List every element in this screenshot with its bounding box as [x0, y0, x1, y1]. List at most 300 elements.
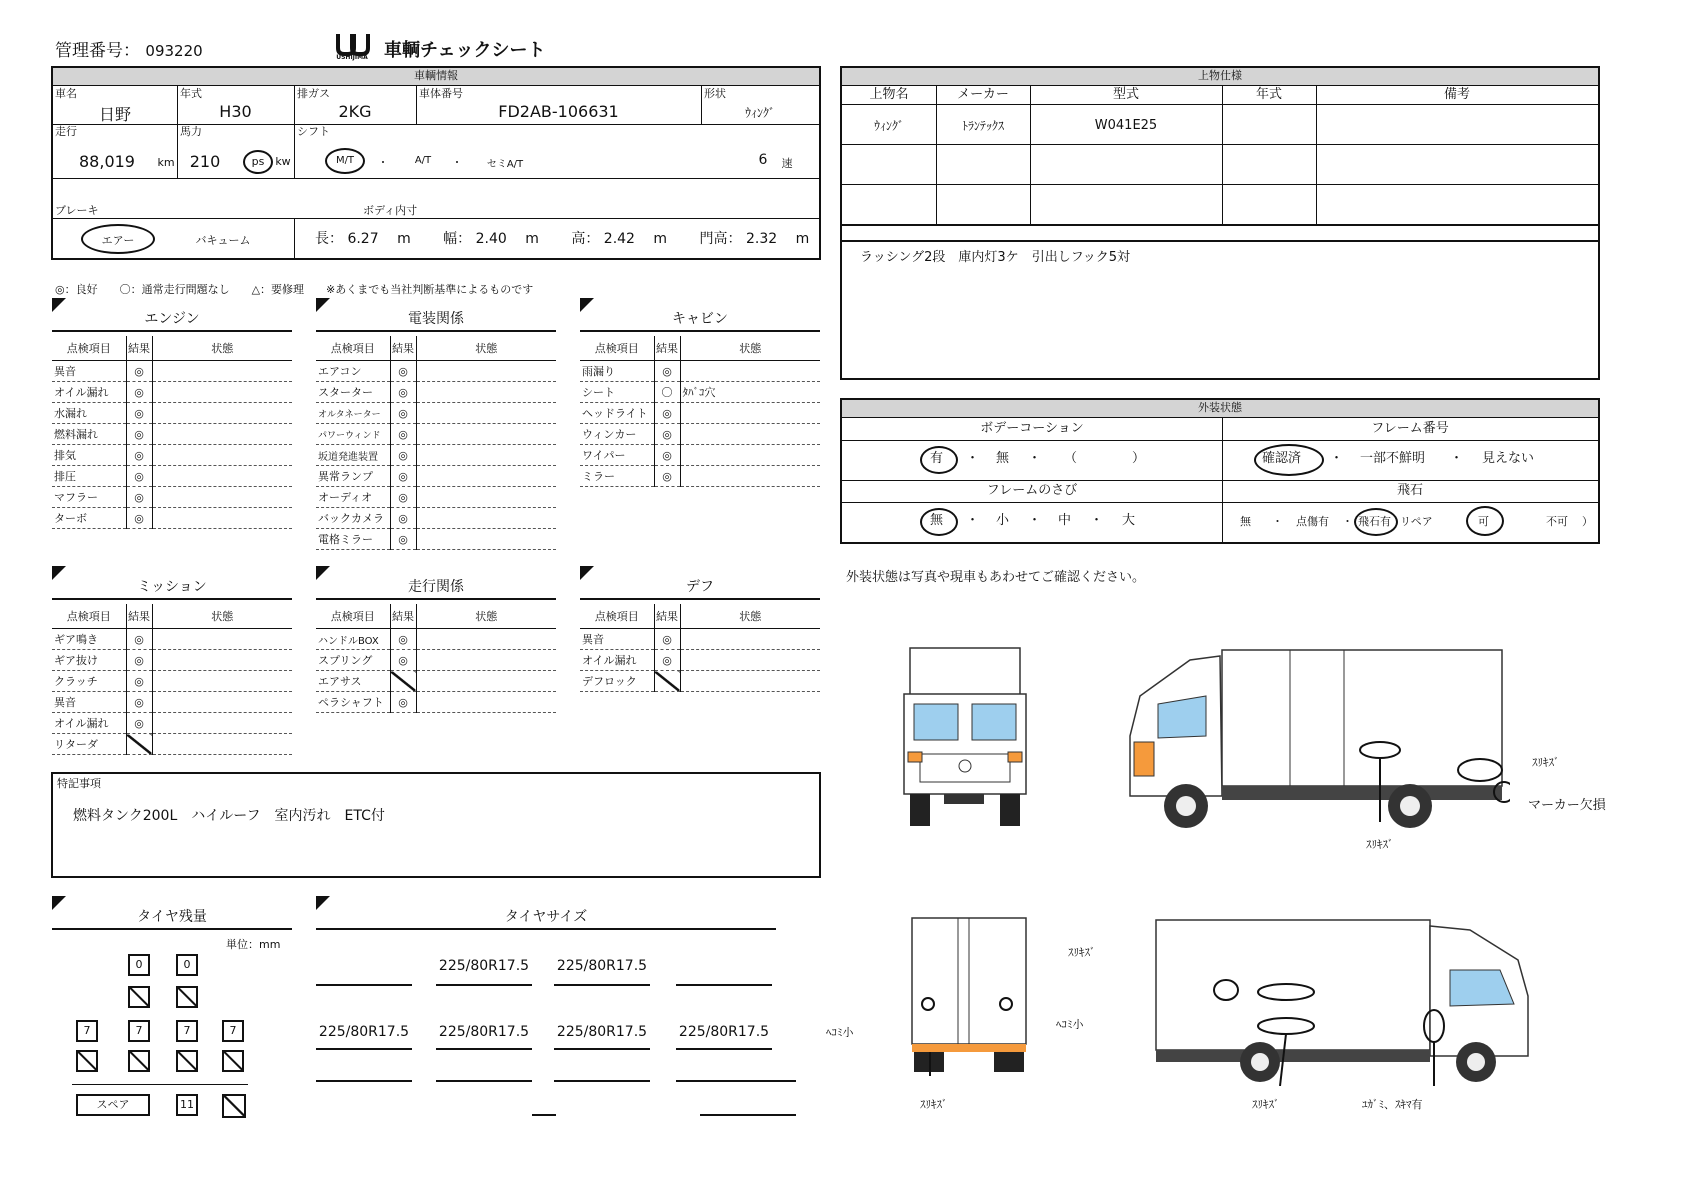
cabin-result: ◎	[654, 466, 680, 487]
coat-opt-dot1: ・	[966, 451, 980, 466]
frame-opt-partial: 一部不鮮明	[1360, 451, 1426, 466]
mission-item: オイル漏れ	[52, 713, 126, 734]
tire-size-rear-1: 225/80R17.5	[318, 1024, 410, 1040]
damage-scratch-1: ｽﾘｷｽﾞ	[1532, 756, 1560, 769]
frame-opt-confirmed: 確認済	[1262, 451, 1302, 466]
door-unit: m	[795, 231, 810, 247]
table-row	[52, 403, 292, 424]
electric-item: オルタネーター	[316, 403, 390, 424]
tire-size-front-right: 225/80R17.5	[556, 958, 648, 974]
damage-scratch-rear-1: ｽﾘｷｽﾞ	[1068, 946, 1096, 959]
table-row	[52, 466, 292, 487]
hp-label: 馬力	[180, 125, 202, 138]
tire-size-rear-2: 225/80R17.5	[438, 1024, 530, 1040]
damage-scratch-2: ｽﾘｷｽﾞ	[1366, 838, 1394, 851]
rust-opt-small: 小	[996, 513, 1010, 528]
diff-table	[580, 604, 820, 692]
coat-opt-close: ）	[1132, 451, 1146, 466]
electric-item: エアコン	[316, 361, 390, 382]
table-row	[316, 424, 556, 445]
electric-col-item: 点検項目	[316, 336, 390, 361]
length-label: 長：	[315, 231, 343, 247]
engine-result: ◎	[126, 445, 152, 466]
table-row	[52, 671, 292, 692]
engine-result: ◎	[126, 382, 152, 403]
stone-opt-ng: 不可	[1546, 515, 1568, 528]
table-row	[316, 692, 556, 713]
mission-item: リターダ	[52, 734, 126, 755]
diff-title: デフ	[686, 579, 714, 595]
electric-state	[416, 403, 556, 424]
running-result-na	[390, 671, 416, 692]
engine-result: ◎	[126, 508, 152, 529]
diff-state	[680, 650, 820, 671]
diff-item: 異音	[580, 629, 654, 650]
mission-col-item: 点検項目	[52, 604, 126, 629]
electric-state	[416, 424, 556, 445]
engine-result: ◎	[126, 403, 152, 424]
electric-col-result: 結果	[390, 336, 416, 361]
upper-col-year: 年式	[1255, 87, 1282, 102]
upper-maker: ﾄﾗﾝﾃｯｸｽ	[961, 119, 1004, 133]
frame-opt-invisible: 見えない	[1482, 451, 1535, 466]
engine-state	[152, 508, 292, 529]
mission-result: ◎	[126, 692, 152, 713]
electric-result: ◎	[390, 487, 416, 508]
tire-unit: 単位：mm	[226, 938, 281, 951]
length-unit: m	[397, 231, 411, 247]
table-row	[52, 629, 292, 650]
table-row	[52, 445, 292, 466]
kw-unit: kw	[275, 155, 291, 168]
engine-result: ◎	[126, 361, 152, 382]
shift-semi: セミA/T	[486, 159, 524, 170]
cabin-item: シート	[580, 382, 654, 403]
cabin-title: キャビン	[672, 311, 728, 327]
shift-mt: M/T	[335, 155, 355, 166]
mission-item: 異音	[52, 692, 126, 713]
table-row	[52, 713, 292, 734]
damage-dent-left: ﾍｺﾐ小	[826, 1026, 854, 1039]
damage-dent-right: ﾍｺﾐ小	[1056, 1018, 1084, 1031]
spare-remain: 11	[176, 1094, 198, 1116]
running-item: スプリング	[316, 650, 390, 671]
mission-result: ◎	[126, 650, 152, 671]
electric-col-state: 状態	[416, 336, 556, 361]
electric-table	[316, 336, 556, 550]
running-title: 走行関係	[408, 579, 464, 595]
horsepower: 210	[189, 152, 221, 171]
remarks-box	[51, 772, 821, 878]
damage-scratch-rear-2: ｽﾘｷｽﾞ	[920, 1098, 948, 1111]
table-row	[580, 671, 820, 692]
electric-result: ◎	[390, 382, 416, 403]
electric-state	[416, 445, 556, 466]
table-row	[316, 382, 556, 403]
cabin-result: 〇	[654, 382, 680, 403]
running-result: ◎	[390, 629, 416, 650]
upper-col-maker: メーカー	[957, 87, 1009, 102]
engine-state	[152, 382, 292, 403]
electric-result: ◎	[390, 466, 416, 487]
frame-no-label: フレーム番号	[1371, 421, 1449, 436]
running-item: ペラシャフト	[316, 692, 390, 713]
engine-state	[152, 403, 292, 424]
tire-size-rear-4: 225/80R17.5	[678, 1024, 770, 1040]
engine-item: 水漏れ	[52, 403, 126, 424]
running-result: ◎	[390, 650, 416, 671]
engine-result: ◎	[126, 487, 152, 508]
car-name-label: 車名	[55, 87, 77, 100]
electric-state	[416, 508, 556, 529]
mileage-label: 走行	[55, 125, 77, 138]
engine-item: 排気	[52, 445, 126, 466]
rust-opt-none: 無	[930, 513, 944, 528]
mission-state	[152, 629, 292, 650]
diff-state	[680, 629, 820, 650]
engine-state	[152, 445, 292, 466]
vehicle-info-box	[51, 66, 821, 260]
mission-item: ギア鳴き	[52, 629, 126, 650]
cabin-table	[580, 336, 820, 487]
cabin-col-result: 結果	[654, 336, 680, 361]
width-unit: m	[525, 231, 539, 247]
table-row	[580, 466, 820, 487]
coat-opt-open: （	[1064, 451, 1078, 466]
cabin-item: ウィンカー	[580, 424, 654, 445]
upper-col-notes: 備考	[1443, 87, 1470, 102]
running-col-item: 点検項目	[316, 604, 390, 629]
brake-label: ブレーキ	[55, 204, 99, 217]
upper-spec-box	[840, 66, 1600, 380]
electric-item: 電格ミラー	[316, 529, 390, 550]
electric-state	[416, 529, 556, 550]
tire-front-left: 0	[128, 954, 150, 976]
mission-state	[152, 671, 292, 692]
cabin-item: 雨漏り	[580, 361, 654, 382]
year-label: 年式	[180, 87, 202, 100]
tire-size-rear-3: 225/80R17.5	[556, 1024, 648, 1040]
spare-2-na	[222, 1094, 246, 1118]
diff-col-item: 点検項目	[580, 604, 654, 629]
table-row	[316, 445, 556, 466]
running-state	[416, 629, 556, 650]
electric-item: 異常ランプ	[316, 466, 390, 487]
rust-opt-dot2: ・	[1028, 513, 1042, 528]
upper-note: ラッシング2段 庫内灯3ケ 引出しフック5対	[860, 250, 1131, 265]
engine-state	[152, 487, 292, 508]
table-row	[52, 734, 292, 755]
exhaust: 2KG	[338, 102, 372, 121]
shift-dot-2: ・	[451, 156, 463, 169]
table-row	[52, 424, 292, 445]
mgmt-label: 管理番号：	[55, 41, 140, 61]
page-title: 車輌チェックシート	[384, 40, 546, 61]
electric-result: ◎	[390, 445, 416, 466]
rust-opt-medium: 中	[1058, 513, 1072, 528]
cabin-item: ヘッドライト	[580, 403, 654, 424]
stone-opt-dot-scratch: 点傷有	[1296, 515, 1329, 528]
cabin-result: ◎	[654, 361, 680, 382]
mission-result: ◎	[126, 629, 152, 650]
cabin-state	[680, 361, 820, 382]
engine-item: オイル漏れ	[52, 382, 126, 403]
exterior-box	[840, 398, 1600, 544]
tire-front-left-inner-na	[128, 986, 150, 1008]
coat-opt-no: 無	[996, 451, 1010, 466]
door-height: 2.32	[745, 231, 778, 247]
shift-dot-1: ・	[377, 156, 389, 169]
stone-label: 飛石	[1396, 483, 1423, 498]
electric-item: スターター	[316, 382, 390, 403]
chassis-label: 車体番号	[419, 87, 463, 100]
shift-at: A/T	[414, 155, 432, 166]
cabin-state	[680, 445, 820, 466]
cabin-state	[680, 424, 820, 445]
mgmt-number	[55, 36, 203, 61]
mission-item: ギア抜け	[52, 650, 126, 671]
upper-col-model: 型式	[1112, 87, 1139, 102]
remarks-label: 特記事項	[57, 777, 101, 790]
logo-text: USHIJIMA	[336, 54, 368, 61]
engine-table	[52, 336, 292, 529]
rust-opt-dot3: ・	[1090, 513, 1104, 528]
exterior-header: 外装状態	[842, 400, 1598, 418]
mission-result: ◎	[126, 713, 152, 734]
door-label: 門高：	[699, 231, 742, 247]
mission-result-na	[126, 734, 152, 755]
tire-remain-title: タイヤ残量	[137, 909, 207, 925]
diff-col-result: 結果	[654, 604, 680, 629]
truck-front-view	[900, 644, 1030, 830]
diff-item: デフロック	[580, 671, 654, 692]
tire-rear-6-na	[128, 1050, 150, 1072]
remarks-text: 燃料タンク200L ハイルーフ 室内汚れ ETC付	[73, 808, 385, 824]
cabin-item: ワイパー	[580, 445, 654, 466]
tire-front-right-inner-na	[176, 986, 198, 1008]
table-row	[316, 629, 556, 650]
engine-title: エンジン	[144, 311, 200, 327]
electric-state	[416, 466, 556, 487]
tire-front-right: 0	[176, 954, 198, 976]
coat-label: ボデーコーション	[980, 421, 1084, 436]
stone-opt-none: 無	[1240, 515, 1251, 528]
cabin-state: ﾀﾊﾞｺ穴	[680, 382, 820, 403]
mgmt-value: 093220	[145, 42, 203, 60]
damage-scratch-side-2: ｽﾘｷｽﾞ	[1252, 1098, 1280, 1111]
diff-item: オイル漏れ	[580, 650, 654, 671]
electric-result: ◎	[390, 361, 416, 382]
table-row	[316, 650, 556, 671]
tire-rear-3: 7	[176, 1020, 198, 1042]
company-logo	[328, 32, 376, 62]
mission-table	[52, 604, 292, 755]
tire-size-front-left: 225/80R17.5	[438, 958, 530, 974]
electric-item: パワーウィンド	[316, 424, 390, 445]
table-row	[580, 445, 820, 466]
truck-side-view-left	[1110, 646, 1510, 836]
mission-state	[152, 734, 292, 755]
diff-col-state: 状態	[680, 604, 820, 629]
engine-state	[152, 424, 292, 445]
year: H30	[219, 102, 252, 121]
engine-item: マフラー	[52, 487, 126, 508]
engine-item: 燃料漏れ	[52, 424, 126, 445]
length: 6.27	[347, 231, 379, 247]
tire-rear-1: 7	[76, 1020, 98, 1042]
stone-opt-repair: リペア	[1400, 515, 1433, 528]
gears: 6	[758, 152, 768, 168]
mission-state	[152, 692, 292, 713]
running-state	[416, 650, 556, 671]
table-row	[580, 629, 820, 650]
table-row	[52, 650, 292, 671]
table-row	[580, 650, 820, 671]
mission-col-result: 結果	[126, 604, 152, 629]
rust-opt-dot1: ・	[966, 513, 980, 528]
tire-rear-4: 7	[222, 1020, 244, 1042]
engine-state	[152, 361, 292, 382]
table-row	[316, 487, 556, 508]
tire-rear-7-na	[176, 1050, 198, 1072]
table-row	[316, 361, 556, 382]
vehicle-info-header: 車輌情報	[53, 68, 819, 86]
stone-opt-dot1: ・	[1272, 515, 1283, 528]
stone-opt-yes: 飛石有	[1358, 515, 1391, 528]
electric-state	[416, 361, 556, 382]
table-row	[580, 361, 820, 382]
table-row	[52, 361, 292, 382]
cabin-state	[680, 403, 820, 424]
electric-result: ◎	[390, 508, 416, 529]
frame-opt-dot1: ・	[1330, 451, 1344, 466]
tire-size-title: タイヤサイズ	[504, 909, 588, 925]
brake-vacuum: バキューム	[195, 234, 251, 247]
running-state	[416, 692, 556, 713]
rust-opt-large: 大	[1122, 513, 1136, 528]
table-row	[52, 508, 292, 529]
engine-state	[152, 466, 292, 487]
electric-result: ◎	[390, 403, 416, 424]
table-row	[316, 671, 556, 692]
cabin-col-state: 状態	[680, 336, 820, 361]
rust-label: フレームのさび	[986, 483, 1078, 498]
running-state	[416, 671, 556, 692]
stone-opt-ok: 可	[1478, 515, 1489, 528]
cabin-result: ◎	[654, 424, 680, 445]
exhaust-label: 排ガス	[297, 87, 330, 100]
upper-model: W041E25	[1094, 118, 1158, 133]
diff-state	[680, 671, 820, 692]
engine-result: ◎	[126, 424, 152, 445]
running-col-result: 結果	[390, 604, 416, 629]
width-label: 幅：	[443, 231, 472, 247]
coat-opt-yes: 有	[930, 451, 944, 466]
electric-item: オーディオ	[316, 487, 390, 508]
damage-warp: ﾕｶﾞﾐ、ｽｷﾏ有	[1362, 1098, 1423, 1111]
table-row	[580, 403, 820, 424]
engine-col-item: 点検項目	[52, 336, 126, 361]
frame-opt-dot2: ・	[1450, 451, 1464, 466]
running-item: エアサス	[316, 671, 390, 692]
upper-col-name: 上物名	[869, 87, 909, 102]
electric-result: ◎	[390, 529, 416, 550]
table-row	[316, 529, 556, 550]
running-result: ◎	[390, 692, 416, 713]
brake-air: エアー	[101, 234, 135, 247]
shape: ｳｨﾝｸﾞ	[744, 106, 775, 120]
coat-opt-dot2: ・	[1028, 451, 1042, 466]
running-col-state: 状態	[416, 604, 556, 629]
mission-state	[152, 713, 292, 734]
electric-item: 坂道発進装置	[316, 445, 390, 466]
body-label: ボディ内寸	[363, 204, 418, 217]
running-item: ハンドルBOX	[316, 629, 390, 650]
body-dimensions	[315, 228, 815, 248]
mileage: 88,019	[79, 152, 135, 171]
engine-col-result: 結果	[126, 336, 152, 361]
tire-rear-2: 7	[128, 1020, 150, 1042]
mission-state	[152, 650, 292, 671]
truck-rear-view	[910, 916, 1030, 1076]
tire-rear-5-na	[76, 1050, 98, 1072]
table-row	[52, 487, 292, 508]
height-unit: m	[653, 231, 668, 247]
shift-label: シフト	[297, 125, 330, 138]
electric-state	[416, 487, 556, 508]
ps-unit: ps	[251, 155, 265, 168]
mission-col-state: 状態	[152, 604, 292, 629]
electric-title: 電装関係	[408, 311, 464, 327]
cabin-item: ミラー	[580, 466, 654, 487]
exterior-confirm-note: 外装状態は写真や現車もあわせてご確認ください。	[846, 570, 1146, 585]
upper-spec-header: 上物仕様	[842, 68, 1598, 86]
mission-result: ◎	[126, 671, 152, 692]
stone-opt-dot2: ・	[1342, 515, 1353, 528]
diff-result-na	[654, 671, 680, 692]
cabin-result: ◎	[654, 403, 680, 424]
electric-item: バックカメラ	[316, 508, 390, 529]
height: 2.42	[603, 231, 635, 247]
stone-opt-close: ）	[1582, 515, 1593, 528]
electric-state	[416, 382, 556, 403]
km-unit: km	[157, 156, 175, 169]
height-label: 高：	[571, 231, 600, 247]
table-row	[580, 424, 820, 445]
truck-side-view-right	[1150, 916, 1550, 1086]
table-row	[316, 508, 556, 529]
mission-title: ミッション	[137, 579, 207, 595]
table-row	[52, 692, 292, 713]
width: 2.40	[475, 231, 507, 247]
table-row	[580, 382, 820, 403]
mission-item: クラッチ	[52, 671, 126, 692]
engine-item: 排圧	[52, 466, 126, 487]
diff-result: ◎	[654, 650, 680, 671]
engine-item: ターボ	[52, 508, 126, 529]
engine-result: ◎	[126, 466, 152, 487]
cabin-col-item: 点検項目	[580, 336, 654, 361]
car-name: 日野	[98, 105, 131, 124]
gear-unit: 速	[781, 157, 793, 170]
cabin-result: ◎	[654, 445, 680, 466]
rating-legend: ◎：良好 〇：通常走行問題なし △：要修理 ※あくまでも当社判断基準によるものです	[55, 283, 534, 296]
engine-col-state: 状態	[152, 336, 292, 361]
damage-marker: マーカー欠損	[1528, 798, 1606, 813]
table-row	[316, 466, 556, 487]
running-table	[316, 604, 556, 713]
table-row	[316, 403, 556, 424]
